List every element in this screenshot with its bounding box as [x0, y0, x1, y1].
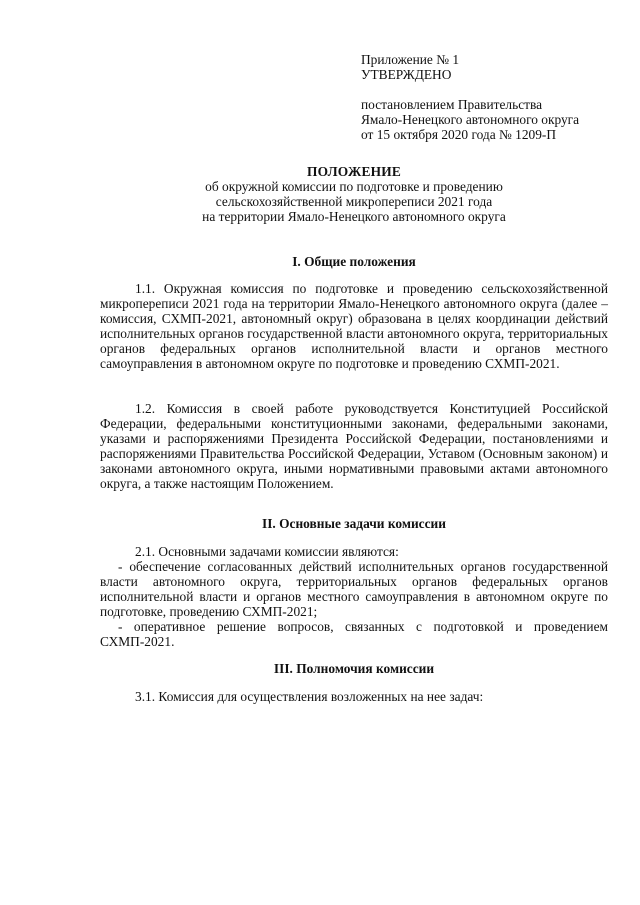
approval-resolution: постановлением Правительства	[361, 97, 543, 112]
task-item-operational: - оперативное решение вопросов, связанных с подготовкой и проведением СХМП-2021.	[100, 619, 608, 649]
section-heading-tasks: II. Основные задачи комиссии	[261, 516, 446, 531]
paragraph-2-1: 2.1. Основными задачами комиссии являются:	[135, 544, 399, 559]
document-subtitle-line3: на территории Ямало-Ненецкого автономного округа	[202, 209, 506, 224]
section-heading-general: I. Общие положения	[292, 254, 416, 269]
document-title: ПОЛОЖЕНИЕ	[307, 164, 401, 179]
paragraph-3-1: 3.1. Комиссия для осуществления возложенных на нее задач:	[135, 689, 484, 704]
document-subtitle-line2: сельскохозяйственной микропереписи 2021 года	[215, 194, 493, 209]
approval-stamp	[361, 52, 611, 142]
appendix-number: Приложение № 1	[361, 52, 460, 67]
paragraph-1-2: 1.2. Комиссия в своей работе руководствуется Конституцией Российской Федерации, федеральными конституционными законами, федеральными законами, указами и распоряжениями Президента Российской Федерации, постановлениями и распоряжениями Правительства Российской Федерации, Уставом (Основным законом) и законами автономного округа, иными нормативными правовыми актами автономного округа, а также настоящим Положением.	[100, 401, 608, 491]
task-item-coordination: - обеспечение согласованных действий исполнительных органов государственной власти автономного округа, территориальных органов федеральных органов исполнительной власти и органов местного самоуправления в автономном округе по подготовке, проведению СХМП-2021;	[100, 559, 608, 619]
document-subtitle-line1: об окружной комиссии по подготовке и проведению	[205, 179, 503, 194]
approval-date: от 15 октября 2020 года № 1209-П	[361, 127, 557, 142]
document-title-block	[100, 164, 608, 224]
paragraph-1-1: 1.1. Окружная комиссия по подготовке и проведению сельскохозяйственной микропереписи 2021 года на территории Ямало-Ненецкого автономного округа (далее – комиссия, СХМП-2021, автономный округ) образована в целях координации действий исполнительных органов государственной власти автономного округа, территориальных органов федеральных органов исполнительной власти и органов местного самоуправления в автономном округе по подготовке и проведению СХМП-2021.	[100, 281, 608, 371]
section-heading-powers: III. Полномочия комиссии	[273, 661, 435, 676]
approved-label: УТВЕРЖДЕНО	[361, 67, 452, 82]
approval-authority: Ямало-Ненецкого автономного округа	[361, 112, 580, 127]
